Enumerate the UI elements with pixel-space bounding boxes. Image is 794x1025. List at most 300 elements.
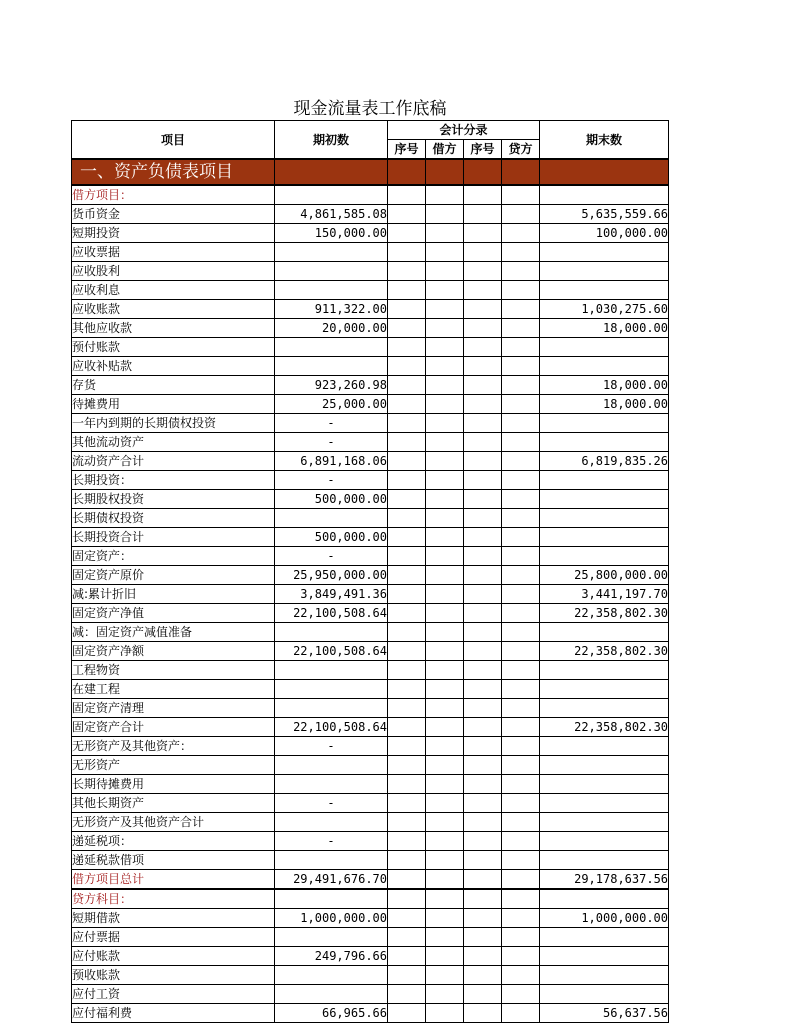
- row-label: 固定资产清理: [72, 699, 275, 718]
- row-closing-value: [540, 794, 669, 813]
- row-opening-value: [275, 185, 388, 205]
- row-debit: [426, 909, 464, 928]
- header-item: 项目: [72, 121, 275, 160]
- row-label: 一年内到期的长期债权投资: [72, 414, 275, 433]
- row-opening-value: 20,000.00: [275, 319, 388, 338]
- row-seq-debit: [388, 870, 426, 890]
- row-opening-value: 22,100,508.64: [275, 642, 388, 661]
- row-opening-value: [275, 338, 388, 357]
- row-credit: [502, 928, 540, 947]
- row-debit: [426, 566, 464, 585]
- table-row: [72, 985, 669, 1004]
- table-row: [72, 604, 669, 623]
- row-credit: [502, 566, 540, 585]
- table-row: [72, 281, 669, 300]
- row-opening-value: 500,000.00: [275, 528, 388, 547]
- table-row: [72, 737, 669, 756]
- row-label: 贷方科目：: [72, 889, 275, 909]
- table-row: [72, 642, 669, 661]
- row-closing-value: [540, 661, 669, 680]
- row-credit: [502, 433, 540, 452]
- row-opening-value: [275, 851, 388, 870]
- row-debit: [426, 433, 464, 452]
- row-closing-value: 18,000.00: [540, 319, 669, 338]
- row-closing-value: [540, 623, 669, 642]
- row-label: 固定资产：: [72, 547, 275, 566]
- table-row: [72, 775, 669, 794]
- row-credit: [502, 718, 540, 737]
- row-seq-debit: [388, 433, 426, 452]
- row-closing-value: [540, 889, 669, 909]
- table-row: [72, 319, 669, 338]
- row-closing-value: [540, 471, 669, 490]
- row-seq-credit: [464, 433, 502, 452]
- worksheet-table: [71, 120, 669, 1023]
- row-credit: [502, 832, 540, 851]
- table-row: [72, 870, 669, 890]
- row-opening-value: [275, 699, 388, 718]
- row-label: 长期待摊费用: [72, 775, 275, 794]
- row-credit: [502, 661, 540, 680]
- header-debit: 借方: [426, 140, 464, 160]
- row-credit: [502, 985, 540, 1004]
- row-seq-credit: [464, 452, 502, 471]
- row-seq-credit: [464, 547, 502, 566]
- row-debit: [426, 832, 464, 851]
- table-row: [72, 243, 669, 262]
- row-debit: [426, 775, 464, 794]
- row-seq-credit: [464, 243, 502, 262]
- row-seq-debit: [388, 566, 426, 585]
- row-seq-debit: [388, 642, 426, 661]
- row-closing-value: [540, 947, 669, 966]
- row-debit: [426, 813, 464, 832]
- row-seq-credit: [464, 395, 502, 414]
- row-label: 货币资金: [72, 205, 275, 224]
- row-seq-credit: [464, 947, 502, 966]
- row-opening-value: 500,000.00: [275, 490, 388, 509]
- row-label: 递延税项：: [72, 832, 275, 851]
- table-row: [72, 376, 669, 395]
- table-row: [72, 718, 669, 737]
- row-opening-value: 923,260.98: [275, 376, 388, 395]
- row-debit: [426, 680, 464, 699]
- row-label: 应收补贴款: [72, 357, 275, 376]
- row-credit: [502, 623, 540, 642]
- row-opening-value: 6,891,168.06: [275, 452, 388, 471]
- row-debit: [426, 471, 464, 490]
- row-closing-value: [540, 813, 669, 832]
- row-seq-credit: [464, 224, 502, 243]
- row-seq-debit: [388, 1004, 426, 1023]
- row-label: 预收账款: [72, 966, 275, 985]
- row-credit: [502, 585, 540, 604]
- table-row: [72, 909, 669, 928]
- row-credit: [502, 775, 540, 794]
- row-credit: [502, 547, 540, 566]
- row-seq-debit: [388, 262, 426, 281]
- row-opening-value: [275, 775, 388, 794]
- row-debit: [426, 281, 464, 300]
- row-closing-value: [540, 832, 669, 851]
- row-label: 借方项目总计: [72, 870, 275, 890]
- row-seq-credit: [464, 832, 502, 851]
- row-opening-value: -: [275, 832, 388, 851]
- row-opening-value: [275, 756, 388, 775]
- table-row: [72, 509, 669, 528]
- row-debit: [426, 737, 464, 756]
- row-opening-value: 3,849,491.36: [275, 585, 388, 604]
- row-seq-credit: [464, 928, 502, 947]
- row-debit: [426, 585, 464, 604]
- row-credit: [502, 813, 540, 832]
- table-row: [72, 205, 669, 224]
- row-seq-credit: [464, 262, 502, 281]
- row-seq-credit: [464, 528, 502, 547]
- table-row: [72, 528, 669, 547]
- row-seq-credit: [464, 281, 502, 300]
- row-closing-value: 22,358,802.30: [540, 604, 669, 623]
- row-credit: [502, 395, 540, 414]
- table-row: [72, 395, 669, 414]
- row-seq-debit: [388, 338, 426, 357]
- table-row: [72, 224, 669, 243]
- row-seq-debit: [388, 699, 426, 718]
- row-label: 减:累计折旧: [72, 585, 275, 604]
- header-closing: 期末数: [540, 121, 669, 160]
- row-seq-credit: [464, 909, 502, 928]
- row-debit: [426, 528, 464, 547]
- row-credit: [502, 604, 540, 623]
- row-label: 预付账款: [72, 338, 275, 357]
- row-seq-credit: [464, 985, 502, 1004]
- row-closing-value: [540, 490, 669, 509]
- table-row: [72, 756, 669, 775]
- row-opening-value: [275, 661, 388, 680]
- row-label: 其他流动资产: [72, 433, 275, 452]
- row-seq-credit: [464, 414, 502, 433]
- row-credit: [502, 870, 540, 890]
- row-credit: [502, 794, 540, 813]
- row-debit: [426, 414, 464, 433]
- row-credit: [502, 889, 540, 909]
- row-seq-credit: [464, 604, 502, 623]
- table-row: [72, 185, 669, 205]
- row-label: 在建工程: [72, 680, 275, 699]
- row-credit: [502, 338, 540, 357]
- row-label: 递延税款借项: [72, 851, 275, 870]
- row-seq-debit: [388, 889, 426, 909]
- table-row: [72, 699, 669, 718]
- row-seq-debit: [388, 185, 426, 205]
- row-debit: [426, 966, 464, 985]
- row-credit: [502, 528, 540, 547]
- row-closing-value: 22,358,802.30: [540, 718, 669, 737]
- row-opening-value: -: [275, 737, 388, 756]
- row-credit: [502, 281, 540, 300]
- row-closing-value: 1,000,000.00: [540, 909, 669, 928]
- row-seq-credit: [464, 623, 502, 642]
- row-seq-credit: [464, 889, 502, 909]
- row-opening-value: 29,491,676.70: [275, 870, 388, 890]
- row-seq-debit: [388, 813, 426, 832]
- row-label: 短期投资: [72, 224, 275, 243]
- row-debit: [426, 985, 464, 1004]
- row-closing-value: 6,819,835.26: [540, 452, 669, 471]
- row-closing-value: [540, 756, 669, 775]
- row-closing-value: 3,441,197.70: [540, 585, 669, 604]
- row-closing-value: 1,030,275.60: [540, 300, 669, 319]
- row-opening-value: [275, 262, 388, 281]
- table-row: [72, 471, 669, 490]
- row-debit: [426, 509, 464, 528]
- row-label: 其他应收款: [72, 319, 275, 338]
- table-row: [72, 928, 669, 947]
- table-row: [72, 452, 669, 471]
- row-seq-debit: [388, 909, 426, 928]
- row-seq-debit: [388, 357, 426, 376]
- row-label: 固定资产原价: [72, 566, 275, 585]
- row-closing-value: [540, 547, 669, 566]
- section-title: 一、资产负债表项目: [72, 159, 275, 185]
- row-debit: [426, 851, 464, 870]
- row-label: 其他长期资产: [72, 794, 275, 813]
- row-opening-value: [275, 813, 388, 832]
- table-row: [72, 490, 669, 509]
- row-opening-value: [275, 985, 388, 1004]
- row-seq-credit: [464, 566, 502, 585]
- row-debit: [426, 338, 464, 357]
- row-label: 减：固定资产减值准备: [72, 623, 275, 642]
- row-closing-value: [540, 966, 669, 985]
- row-debit: [426, 661, 464, 680]
- row-opening-value: -: [275, 794, 388, 813]
- row-credit: [502, 376, 540, 395]
- row-label: 长期股权投资: [72, 490, 275, 509]
- row-debit: [426, 794, 464, 813]
- row-credit: [502, 642, 540, 661]
- row-credit: [502, 509, 540, 528]
- row-opening-value: 25,000.00: [275, 395, 388, 414]
- row-closing-value: [540, 338, 669, 357]
- row-credit: [502, 185, 540, 205]
- row-credit: [502, 243, 540, 262]
- row-debit: [426, 642, 464, 661]
- row-seq-debit: [388, 680, 426, 699]
- row-debit: [426, 1004, 464, 1023]
- row-seq-debit: [388, 471, 426, 490]
- row-seq-credit: [464, 1004, 502, 1023]
- table-row: [72, 414, 669, 433]
- row-credit: [502, 947, 540, 966]
- row-label: 固定资产合计: [72, 718, 275, 737]
- row-credit: [502, 319, 540, 338]
- row-seq-debit: [388, 414, 426, 433]
- row-closing-value: 29,178,637.56: [540, 870, 669, 890]
- row-closing-value: 56,637.56: [540, 1004, 669, 1023]
- row-debit: [426, 452, 464, 471]
- row-opening-value: 249,796.66: [275, 947, 388, 966]
- row-credit: [502, 262, 540, 281]
- row-seq-debit: [388, 452, 426, 471]
- row-label: 应付票据: [72, 928, 275, 947]
- row-seq-debit: [388, 300, 426, 319]
- row-closing-value: [540, 680, 669, 699]
- row-opening-value: -: [275, 433, 388, 452]
- table-row: [72, 794, 669, 813]
- row-seq-credit: [464, 338, 502, 357]
- row-label: 应付福利费: [72, 1004, 275, 1023]
- row-credit: [502, 490, 540, 509]
- table-row: [72, 813, 669, 832]
- row-debit: [426, 718, 464, 737]
- row-debit: [426, 490, 464, 509]
- row-credit: [502, 471, 540, 490]
- row-closing-value: [540, 243, 669, 262]
- row-credit: [502, 966, 540, 985]
- row-seq-credit: [464, 471, 502, 490]
- row-label: 应收票据: [72, 243, 275, 262]
- table-row: [72, 947, 669, 966]
- row-closing-value: [540, 433, 669, 452]
- row-seq-debit: [388, 985, 426, 1004]
- row-credit: [502, 1004, 540, 1023]
- row-seq-debit: [388, 243, 426, 262]
- row-opening-value: -: [275, 414, 388, 433]
- row-seq-credit: [464, 185, 502, 205]
- row-label: 短期借款: [72, 909, 275, 928]
- table-row: [72, 338, 669, 357]
- row-credit: [502, 414, 540, 433]
- row-credit: [502, 300, 540, 319]
- row-debit: [426, 319, 464, 338]
- row-closing-value: [540, 281, 669, 300]
- row-opening-value: -: [275, 471, 388, 490]
- row-debit: [426, 395, 464, 414]
- row-label: 待摊费用: [72, 395, 275, 414]
- row-opening-value: 22,100,508.64: [275, 718, 388, 737]
- row-label: 流动资产合计: [72, 452, 275, 471]
- row-opening-value: [275, 889, 388, 909]
- row-closing-value: 25,800,000.00: [540, 566, 669, 585]
- row-closing-value: [540, 185, 669, 205]
- row-debit: [426, 243, 464, 262]
- row-seq-debit: [388, 775, 426, 794]
- row-opening-value: 4,861,585.08: [275, 205, 388, 224]
- row-credit: [502, 452, 540, 471]
- row-seq-credit: [464, 680, 502, 699]
- row-opening-value: [275, 281, 388, 300]
- row-opening-value: 22,100,508.64: [275, 604, 388, 623]
- row-credit: [502, 680, 540, 699]
- table-row: [72, 300, 669, 319]
- row-seq-credit: [464, 699, 502, 718]
- row-closing-value: [540, 928, 669, 947]
- table-row: [72, 585, 669, 604]
- row-debit: [426, 889, 464, 909]
- row-debit: [426, 262, 464, 281]
- table-row: [72, 832, 669, 851]
- table-row: [72, 680, 669, 699]
- row-seq-debit: [388, 319, 426, 338]
- row-closing-value: [540, 851, 669, 870]
- table-row: [72, 433, 669, 452]
- row-debit: [426, 300, 464, 319]
- table-row: [72, 547, 669, 566]
- row-seq-credit: [464, 794, 502, 813]
- row-seq-credit: [464, 376, 502, 395]
- row-opening-value: [275, 357, 388, 376]
- header-seq-debit: 序号: [388, 140, 426, 160]
- row-closing-value: [540, 775, 669, 794]
- row-label: 应收利息: [72, 281, 275, 300]
- row-debit: [426, 224, 464, 243]
- row-credit: [502, 224, 540, 243]
- row-debit: [426, 623, 464, 642]
- row-seq-credit: [464, 490, 502, 509]
- row-seq-credit: [464, 642, 502, 661]
- row-seq-debit: [388, 661, 426, 680]
- row-label: 长期投资：: [72, 471, 275, 490]
- row-seq-debit: [388, 395, 426, 414]
- table-row: [72, 966, 669, 985]
- row-seq-debit: [388, 966, 426, 985]
- row-seq-credit: [464, 718, 502, 737]
- row-seq-debit: [388, 224, 426, 243]
- row-seq-credit: [464, 661, 502, 680]
- row-label: 无形资产: [72, 756, 275, 775]
- row-closing-value: 5,635,559.66: [540, 205, 669, 224]
- table-row: [72, 1004, 669, 1023]
- row-closing-value: 22,358,802.30: [540, 642, 669, 661]
- row-label: 应收账款: [72, 300, 275, 319]
- row-credit: [502, 357, 540, 376]
- row-credit: [502, 756, 540, 775]
- row-seq-credit: [464, 756, 502, 775]
- row-debit: [426, 376, 464, 395]
- row-seq-debit: [388, 281, 426, 300]
- table-row: [72, 357, 669, 376]
- row-closing-value: [540, 985, 669, 1004]
- row-seq-debit: [388, 490, 426, 509]
- row-opening-value: 150,000.00: [275, 224, 388, 243]
- row-seq-debit: [388, 604, 426, 623]
- row-seq-debit: [388, 376, 426, 395]
- row-seq-debit: [388, 851, 426, 870]
- table-row: [72, 661, 669, 680]
- row-debit: [426, 604, 464, 623]
- row-credit: [502, 851, 540, 870]
- row-credit: [502, 205, 540, 224]
- row-debit: [426, 699, 464, 718]
- row-opening-value: 66,965.66: [275, 1004, 388, 1023]
- row-closing-value: [540, 357, 669, 376]
- row-label: 存货: [72, 376, 275, 395]
- sheet-title: 现金流量表工作底稿: [293, 99, 447, 119]
- row-seq-debit: [388, 947, 426, 966]
- row-closing-value: 100,000.00: [540, 224, 669, 243]
- header-seq-credit: 序号: [464, 140, 502, 160]
- row-opening-value: [275, 243, 388, 262]
- row-debit: [426, 357, 464, 376]
- row-seq-credit: [464, 300, 502, 319]
- row-debit: [426, 185, 464, 205]
- row-seq-debit: [388, 928, 426, 947]
- row-label: 长期债权投资: [72, 509, 275, 528]
- row-opening-value: [275, 680, 388, 699]
- section-row: [72, 159, 669, 185]
- table-row: [72, 623, 669, 642]
